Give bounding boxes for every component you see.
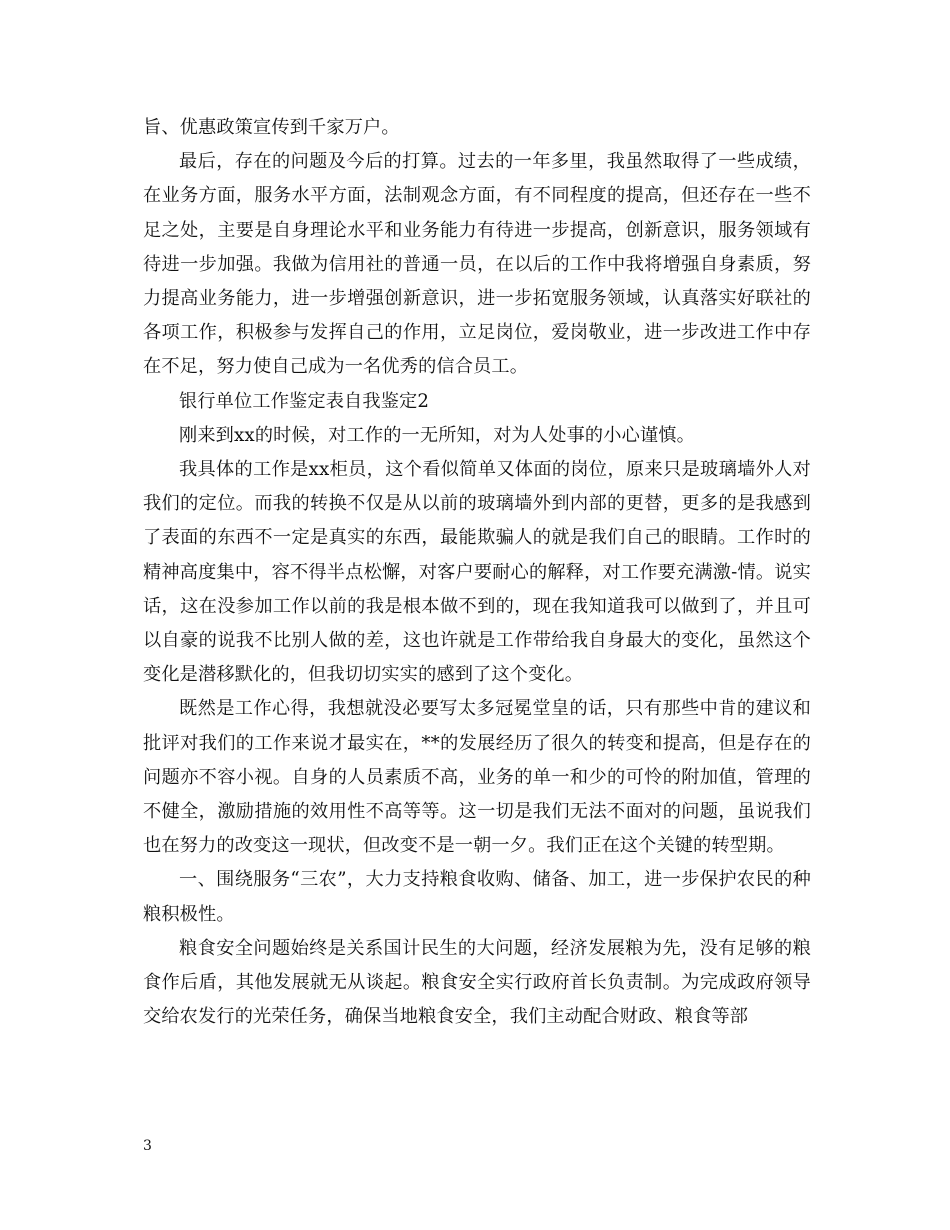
document-body — [143, 111, 811, 1034]
section-heading: 银行单位工作鉴定表自我鉴定2 — [179, 390, 430, 412]
paragraph-7: 粮食安全问题始终是关系国计民生的大问题，经济发展粮为先，没有足够的粮食作后盾，其他发展就无从谈起。粮食安全实行政府首长负责制。为完成政府领导交给农发行的光荣任务，确保当地粮食安全，我们主动配合财政、粮食等部 — [143, 937, 811, 1028]
paragraph-0: 旨、优惠政策宣传到千家万户。 — [143, 117, 400, 138]
paragraph-5: 既然是工作心得，我想就没必要写太多冠冕堂皇的话，只有那些中肯的建议和批评对我们的工作来说才最实在，**的发展经历了很久的转变和提高，但是存在的问题亦不容小视。自身的人员素质不高，业务的单一和少的可怜的附加值，管理的不健全，激励措施的效用性不高等等。这一切是我们无法不面对的问题，虽说我们也在努力的改变这一现状，但改变不是一朝一夕。我们正在这个关键的转型期。 — [143, 698, 811, 857]
paragraph-3: 刚来到xx的时候，对工作的一无所知，对为人处事的小心谨慎。 — [179, 424, 695, 446]
page-number: 3 — [143, 1138, 152, 1154]
paragraph-4: 我具体的工作是xx柜员，这个看似简单又体面的岗位，原来只是玻璃墙外人对我们的定位。而我的转换不仅是从以前的玻璃墙外到内部的更替，更多的是我感到了表面的东西不一定是真实的东西，最能欺骗人的就是我们自己的眼睛。工作时的精神高度集中，容不得半点松懈，对客户要耐心的解释，对工作要充满激-情。说实话，这在没参加工作以前的我是根本做不到的，现在我知道我可以做到了，并且可以自豪的说我不比别人做的差，这也许就是工作带给我自身最大的变化，虽然这个变化是潜移默化的，但我切切实实的感到了这个变化。 — [143, 459, 811, 686]
paragraph-6: 一、围绕服务“三农”，大力支持粮食收购、储备、加工，进一步保护农民的种粮积极性。 — [143, 869, 811, 925]
paragraph-1: 最后，存在的问题及今后的打算。过去的一年多里，我虽然取得了一些成绩，在业务方面，服务水平方面，法制观念方面，有不同程度的提高，但还存在一些不足之处，主要是自身理论水平和业务能力有待进一步提高，创新意识，服务领域有待进一步加强。我做为信用社的普通一员，在以后的工作中我将增强自身素质，努力提高业务能力，进一步增强创新意识，进一步拓宽服务领域，认真落实好联社的各项工作，积极参与发挥自己的作用，立足岗位，爱岗敬业，进一步改进工作中存在不足，努力使自己成为一名优秀的信合员工。 — [143, 151, 811, 378]
